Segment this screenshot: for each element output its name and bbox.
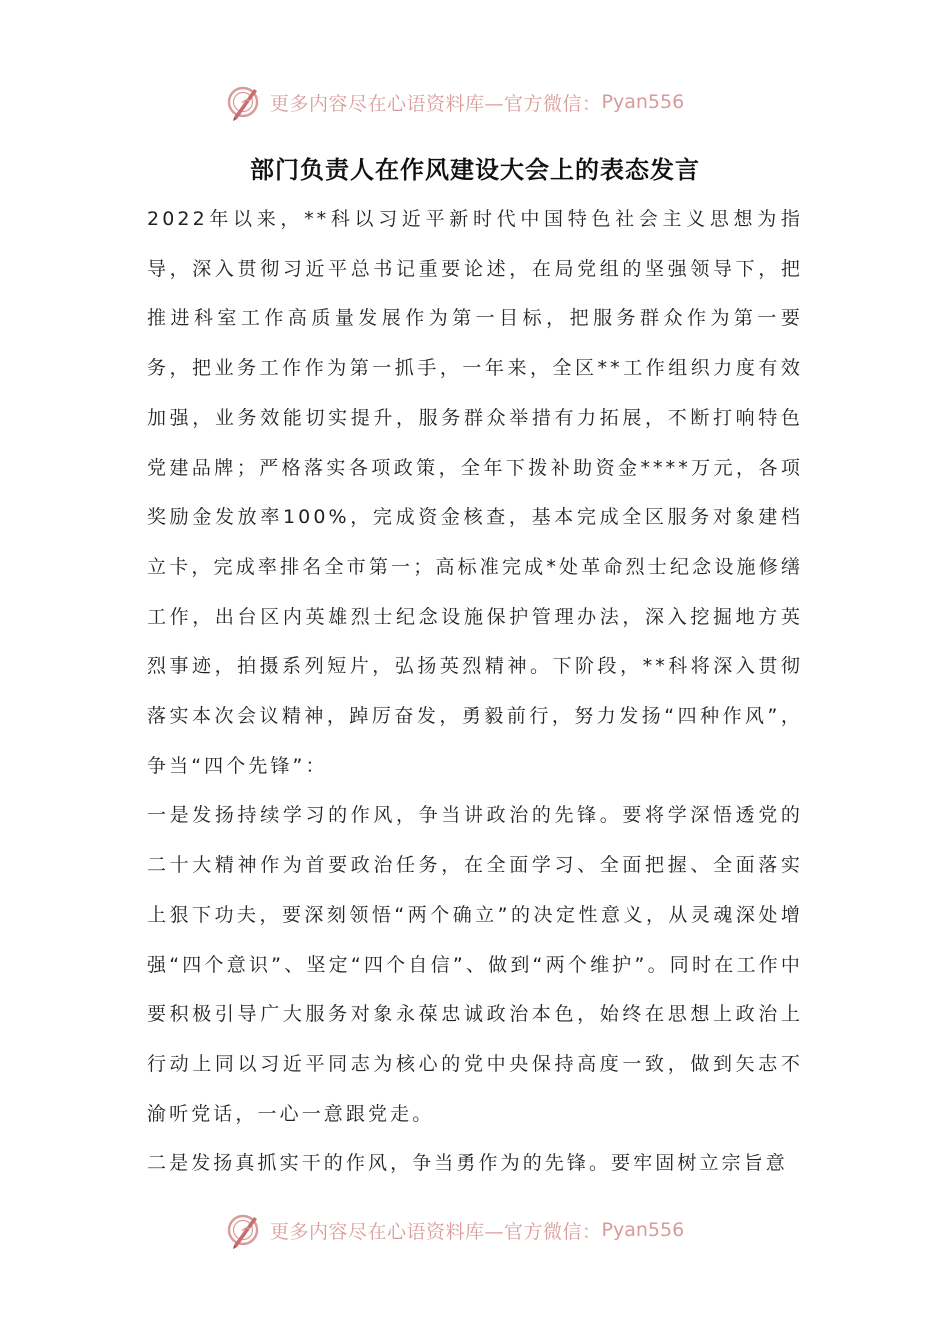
document-title: 部门负责人在作风建设大会上的表态发言 — [250, 156, 700, 184]
pen-logo-icon — [224, 1209, 266, 1251]
watermark-footer — [224, 1208, 684, 1252]
watermark-header — [224, 80, 684, 124]
watermark-wechat-id: Pyan556 — [601, 91, 685, 113]
watermark-wechat-id: Pyan556 — [601, 1219, 685, 1241]
document-body — [147, 195, 803, 1189]
watermark-text: 更多内容尽在心语资料库—官方微信： — [270, 1220, 602, 1243]
pen-logo-icon — [224, 81, 266, 123]
paragraph-intro: 2022年以来，**科以习近平新时代中国特色社会主义思想为指导，深入贯彻习近平总书记重要论述，在局党组的坚强领导下，把推进科室工作高质量发展作为第一目标，把服务群众作为第一要务，把业务工作作为第一抓手，一年来，全区**工作组织力度有效加强，业务效能切实提升，服务群众举措有力拓展，不断打响特色党建品牌；严格落实各项政策，全年下拨补助资金****万元，各项奖励金发放率100%，完成资金核查，基本完成全区服务对象建档立卡，完成率排名全市第一；高标准完成*处革命烈士纪念设施修缮工作，出台区内英雄烈士纪念设施保护管理办法，深入挖掘地方英烈事迹，拍摄系列短片，弘扬英烈精神。下阶段，**科将深入贯彻落实本次会议精神，踔厉奋发，勇毅前行，努力发扬“四种作风”，争当“四个先锋”： — [147, 208, 803, 777]
watermark-text: 更多内容尽在心语资料库—官方微信： — [270, 92, 602, 115]
paragraph-point-one: 一是发扬持续学习的作风，争当讲政治的先锋。要将学深悟透党的二十大精神作为首要政治任务，在全面学习、全面把握、全面落实上狠下功夫，要深刻领悟“两个确立”的决定性意义，从灵魂深处增强“四个意识”、坚定“四个自信”、做到“两个维护”。同时在工作中要积极引导广大服务对象永葆忠诚政治本色，始终在思想上政治上行动上同以习近平同志为核心的党中央保持高度一致，做到矢志不渝听党话，一心一意跟党走。 — [147, 804, 803, 1125]
paragraph-point-two: 二是发扬真抓实干的作风，争当勇作为的先锋。要牢固树立宗旨意 — [147, 1152, 788, 1175]
